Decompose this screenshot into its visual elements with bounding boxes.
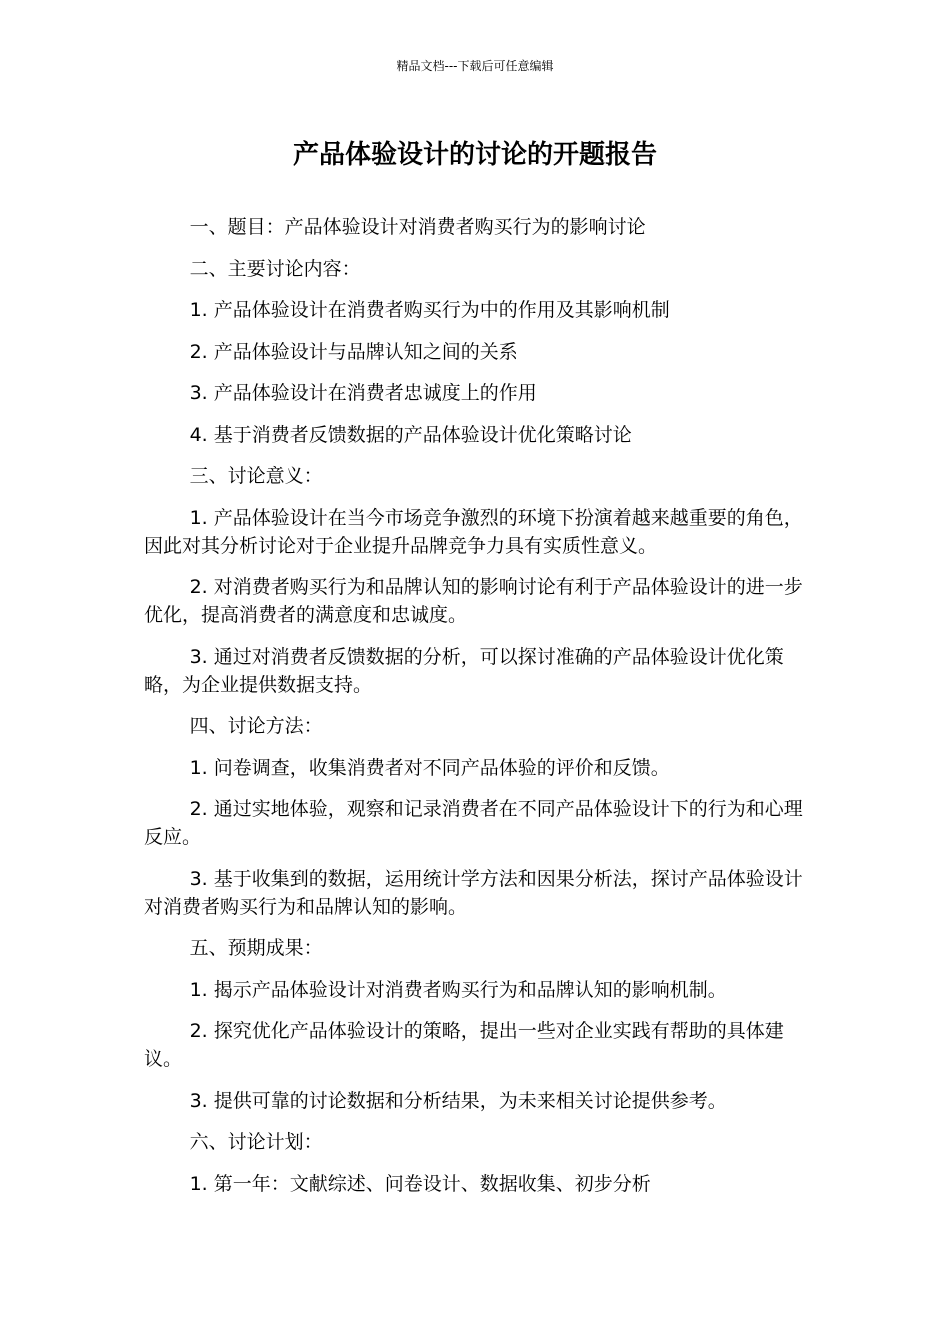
paragraph: 4. 基于消费者反馈数据的产品体验设计优化策略讨论: [189, 423, 632, 446]
paragraph: 3. 通过对消费者反馈数据的分析，可以探讨准确的产品体验设计优化策略，为企业提供数据支持。: [144, 645, 784, 696]
paragraph: 2. 产品体验设计与品牌认知之间的关系: [189, 340, 518, 363]
document-title: 产品体验设计的讨论的开题报告: [292, 140, 657, 170]
paragraph: 3. 基于收集到的数据，运用统计学方法和因果分析法，探讨产品体验设计对消费者购买行为和品牌认知的影响。: [144, 867, 803, 918]
paragraph: 1. 产品体验设计在消费者购买行为中的作用及其影响机制: [189, 299, 670, 321]
paragraph: 四、讨论方法：: [189, 715, 323, 737]
paragraph: 六、讨论计划：: [189, 1131, 323, 1153]
paragraph: 1. 问卷调查，收集消费者对不同产品体验的评价和反馈。: [189, 756, 670, 779]
paragraph: 2. 对消费者购买行为和品牌认知的影响讨论有利于产品体验设计的进一步优化，提高消费者的满意度和忠诚度。: [144, 576, 803, 626]
paragraph: 1. 产品体验设计在当今市场竞争激烈的环境下扮演着越来越重要的角色，因此对其分析讨论对于企业提升品牌竞争力具有实质性意义。: [144, 506, 803, 557]
paragraph: 三、讨论意义：: [189, 465, 323, 487]
paragraph: 1. 揭示产品体验设计对消费者购买行为和品牌认知的影响机制。: [189, 978, 727, 1001]
header-note: 精品文档---下载后可任意编辑: [396, 59, 554, 73]
document-body: [144, 213, 804, 1211]
paragraph: 2. 通过实地体验，观察和记录消费者在不同产品体验设计下的行为和心理反应。: [144, 798, 803, 848]
paragraph: 一、题目：产品体验设计对消费者购买行为的影响讨论: [189, 216, 646, 238]
paragraph: 二、主要讨论内容：: [189, 257, 361, 280]
paragraph: 3. 产品体验设计在消费者忠诚度上的作用: [189, 382, 537, 404]
paragraph: 2. 探究优化产品体验设计的策略，提出一些对企业实践有帮助的具体建议。: [144, 1020, 784, 1070]
paragraph: 1. 第一年：文献综述、问卷设计、数据收集、初步分析: [189, 1172, 651, 1195]
paragraph: 3. 提供可靠的讨论数据和分析结果，为未来相关讨论提供参考。: [189, 1089, 727, 1112]
paragraph: 五、预期成果：: [189, 937, 323, 959]
